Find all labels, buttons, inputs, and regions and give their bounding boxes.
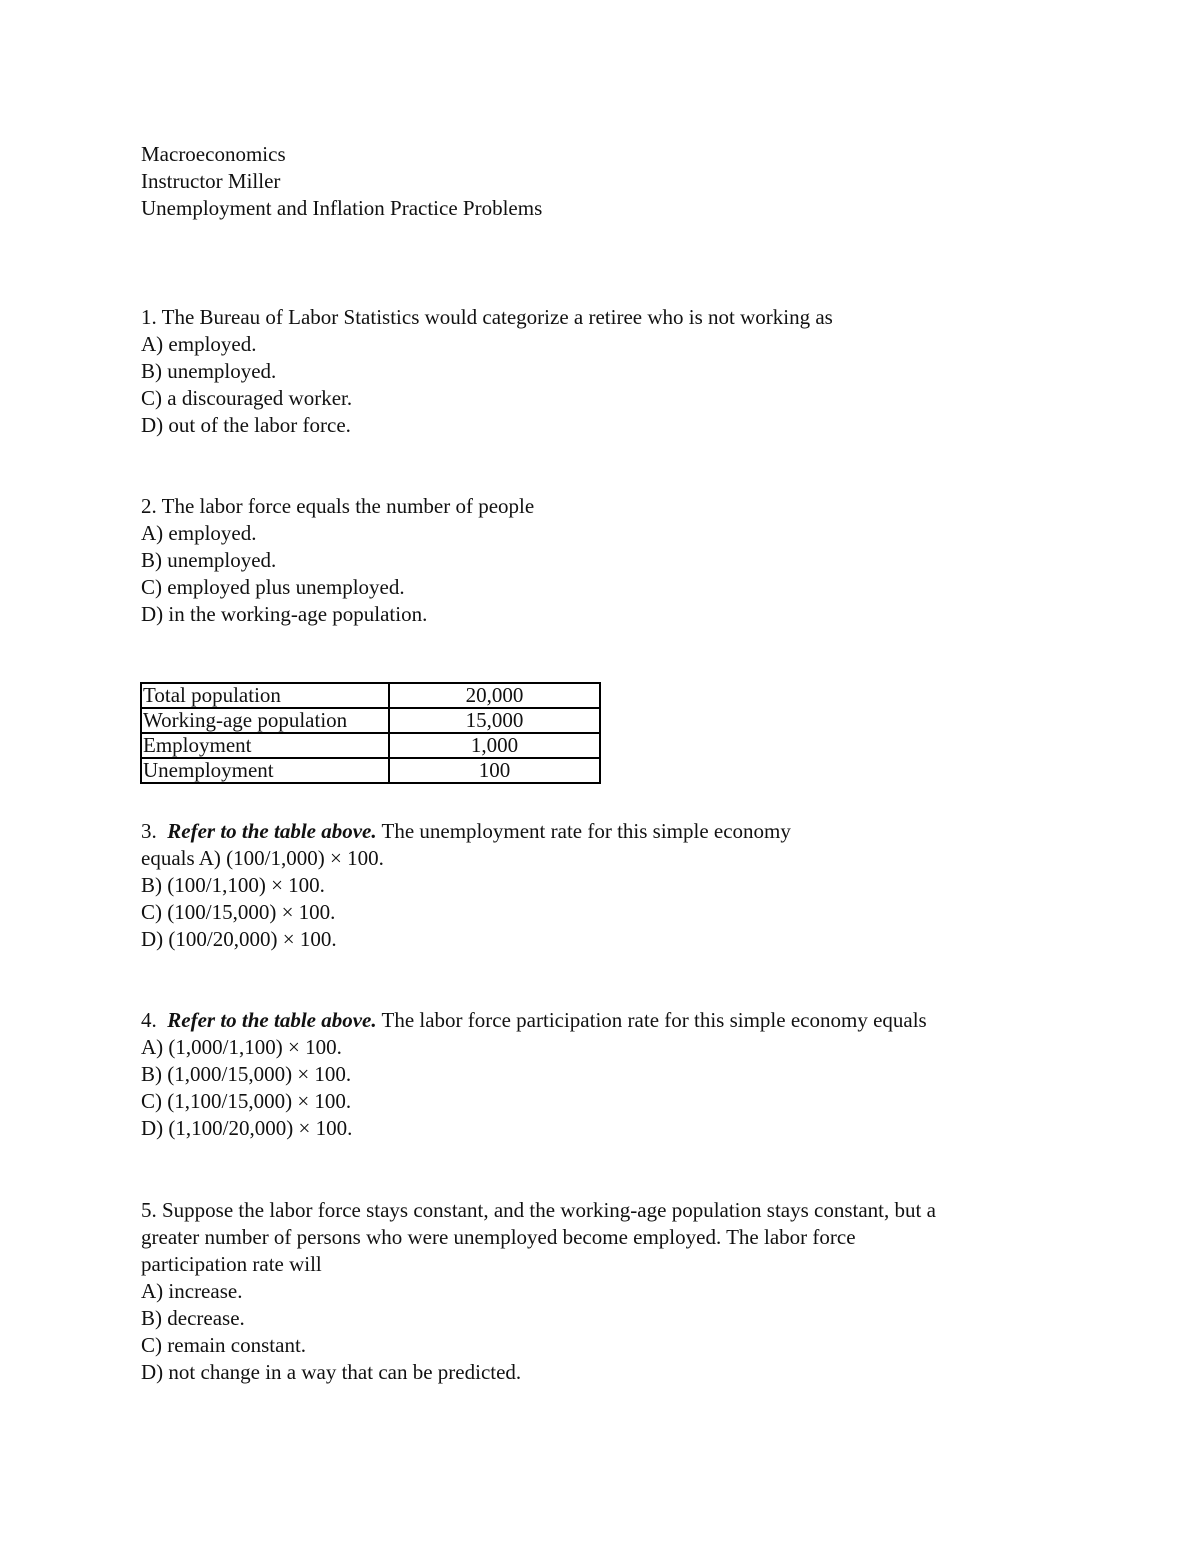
question-number: 4. <box>141 1008 157 1032</box>
question-5 <box>141 1197 936 1386</box>
option-c: C) (100/15,000) × 100. <box>141 900 336 924</box>
option-a: A) (1,000/1,100) × 100. <box>141 1035 342 1059</box>
refer-to-table-note: Refer to the table above. <box>167 1008 377 1032</box>
option-a: A) employed. <box>141 332 257 356</box>
row-label: Unemployment <box>141 758 389 783</box>
table-row <box>141 708 600 733</box>
option-b: B) unemployed. <box>141 548 277 572</box>
question-1 <box>141 304 833 439</box>
question-4 <box>141 1007 927 1142</box>
option-c: C) a discouraged worker. <box>141 386 353 410</box>
question-2 <box>141 493 534 628</box>
option-b: B) (100/1,100) × 100. <box>141 873 325 897</box>
option-c: C) employed plus unemployed. <box>141 575 405 599</box>
question-stem: 2. The labor force equals the number of people <box>141 494 535 518</box>
table-row <box>141 758 600 783</box>
table-row <box>141 683 600 708</box>
question-stem: 1. The Bureau of Labor Statistics would categorize a retiree who is not working as <box>141 305 833 329</box>
row-value: 100 <box>389 758 600 783</box>
table-row <box>141 733 600 758</box>
option-c: C) (1,100/15,000) × 100. <box>141 1089 352 1113</box>
question-number: 3. <box>141 819 157 843</box>
row-value: 20,000 <box>389 683 600 708</box>
instructor-name: Instructor Miller <box>141 169 281 193</box>
option-b: B) decrease. <box>141 1306 245 1330</box>
question-stem-line-1: 5. Suppose the labor force stays constant, and the working-age population stays constant, but a <box>141 1198 936 1222</box>
question-stem-text: The labor force participation rate for this simple economy equals <box>376 1008 927 1032</box>
row-value: 1,000 <box>389 733 600 758</box>
option-b: B) (1,000/15,000) × 100. <box>141 1062 352 1086</box>
option-d: D) out of the labor force. <box>141 413 351 437</box>
option-d: D) (100/20,000) × 100. <box>141 927 337 951</box>
row-label: Working-age population <box>141 708 389 733</box>
course-name: Macroeconomics <box>141 142 286 166</box>
row-label: Employment <box>141 733 389 758</box>
option-d: D) not change in a way that can be predicted. <box>141 1360 522 1384</box>
question-stem-continued: equals A) (100/1,000) × 100. <box>141 846 384 870</box>
option-c: C) remain constant. <box>141 1333 307 1357</box>
question-stem-line-3: participation rate will <box>141 1252 322 1276</box>
option-a: A) employed. <box>141 521 257 545</box>
population-table <box>140 682 601 784</box>
refer-to-table-note: Refer to the table above. <box>167 819 377 843</box>
row-label: Total population <box>141 683 389 708</box>
question-stem-text: The unemployment rate for this simple economy <box>376 819 791 843</box>
option-b: B) unemployed. <box>141 359 277 383</box>
option-a: A) increase. <box>141 1279 243 1303</box>
row-value: 15,000 <box>389 708 600 733</box>
option-d: D) in the working-age population. <box>141 602 428 626</box>
question-3 <box>141 818 791 953</box>
document-header <box>141 141 542 222</box>
document-title: Unemployment and Inflation Practice Problems <box>141 196 543 220</box>
question-stem-line-2: greater number of persons who were unemployed become employed. The labor force <box>141 1225 856 1249</box>
question-stem <box>141 1007 927 1034</box>
option-d: D) (1,100/20,000) × 100. <box>141 1116 353 1140</box>
question-stem <box>141 818 791 845</box>
